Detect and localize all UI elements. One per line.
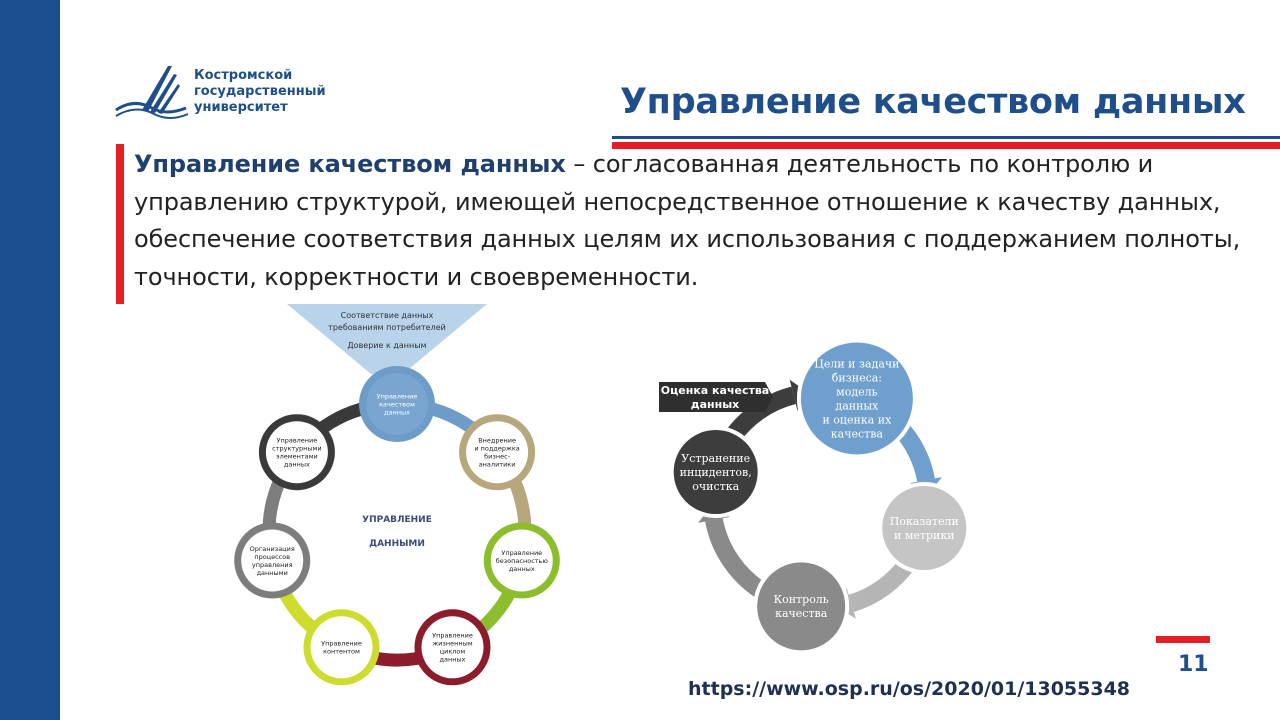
node-label: Управление — [501, 548, 543, 557]
definition-text: – согласованная деятельность по контролю и управлению структурой, имеющей непосредственное отношение к качеству данных, обеспечение соответствия данных целям их использования с поддержанием полноты, точности, корректности и своевременности. — [134, 150, 1241, 291]
node-label: данных — [439, 655, 466, 664]
slide-title: Управление качеством данных — [620, 82, 1246, 122]
center-label: УПРАВЛЕНИЕ — [362, 515, 432, 525]
logo-line: государственный — [194, 84, 326, 99]
cycle-node — [484, 523, 560, 599]
source-url: https://www.osp.ru/os/2020/01/13055348 — [688, 678, 1131, 700]
node-label: Управление — [432, 631, 473, 640]
data-management-cycle-diagram — [225, 300, 585, 700]
node-label: циклом — [439, 647, 466, 656]
node-label: Управление — [376, 392, 418, 401]
logo-line: университет — [194, 100, 288, 115]
definition-term: Управление качеством данных — [134, 150, 566, 178]
node-label: жизненным — [432, 639, 473, 648]
node-label: качеством — [379, 400, 415, 409]
tag-text: данных — [690, 398, 740, 411]
center-label: ДАННЫМИ — [369, 539, 425, 549]
cycle-nodes — [234, 366, 560, 685]
node-label: Управление — [321, 639, 362, 648]
quality-cycle-arrow — [714, 520, 765, 593]
cycle-node — [415, 609, 491, 685]
node-label: управления — [251, 560, 293, 569]
tag-text: Оценка качества — [660, 384, 770, 397]
node-label: Организация — [249, 544, 295, 553]
node-label: данных — [835, 399, 879, 413]
node-label: структурными — [272, 444, 322, 453]
cycle-node — [259, 414, 335, 490]
quality-cycle-node — [670, 426, 762, 518]
quality-cycle-node — [753, 558, 849, 654]
cycle-node — [359, 366, 435, 442]
logo-text — [194, 68, 326, 116]
node-label: данных — [283, 460, 310, 469]
node-label: очистка — [692, 479, 740, 493]
node-label: аналитики — [478, 460, 516, 469]
node-label: качества — [830, 427, 884, 441]
node-label: и поддержка — [474, 444, 520, 453]
funnel-text: Доверие к данным — [347, 341, 427, 350]
node-label: качества — [775, 607, 828, 621]
title-underline-blue — [612, 136, 1280, 139]
page-number-accent — [1156, 636, 1210, 643]
node-label: безопасностью — [495, 556, 548, 565]
paragraph-accent-bar — [116, 144, 124, 304]
university-emblem-icon — [114, 60, 190, 124]
node-label: данными — [256, 568, 288, 577]
node-label: и метрики — [894, 528, 955, 542]
logo-line: Костромской — [194, 68, 293, 83]
cycle-node — [234, 523, 310, 599]
node-label: Цели и задачи — [814, 357, 900, 371]
node-label: Управление — [276, 436, 318, 445]
node-label: Внедрение — [478, 436, 517, 445]
funnel-text: требованиям потребителей — [328, 323, 446, 332]
quality-cycle-node — [878, 482, 970, 574]
cycle-node — [459, 414, 535, 490]
quality-cycle-node — [797, 339, 917, 459]
node-label: Контроль — [773, 593, 829, 607]
node-label: Устранение — [681, 451, 751, 465]
page-number: 11 — [1178, 652, 1209, 677]
node-label: данных — [508, 564, 535, 573]
quality-cycle-arrow — [851, 562, 908, 603]
node-label: инцидентов, — [679, 465, 752, 479]
node-label: и оценка их — [822, 413, 892, 427]
node-label: модель — [836, 385, 878, 399]
data-quality-cycle-diagram — [655, 330, 985, 660]
node-label: процессов — [254, 552, 291, 561]
node-label: элементами — [276, 452, 318, 461]
funnel-text: Соответствие данных — [340, 311, 434, 320]
node-label: бизнес- — [484, 452, 511, 461]
node-label: контентом — [323, 647, 360, 656]
cycle-node — [304, 609, 380, 685]
definition-paragraph — [134, 146, 1244, 296]
node-label: Показатели — [889, 514, 959, 528]
node-label: данных — [384, 408, 410, 417]
university-logo — [114, 60, 344, 130]
node-label: бизнеса: — [831, 371, 883, 385]
left-accent-bar — [0, 0, 60, 720]
